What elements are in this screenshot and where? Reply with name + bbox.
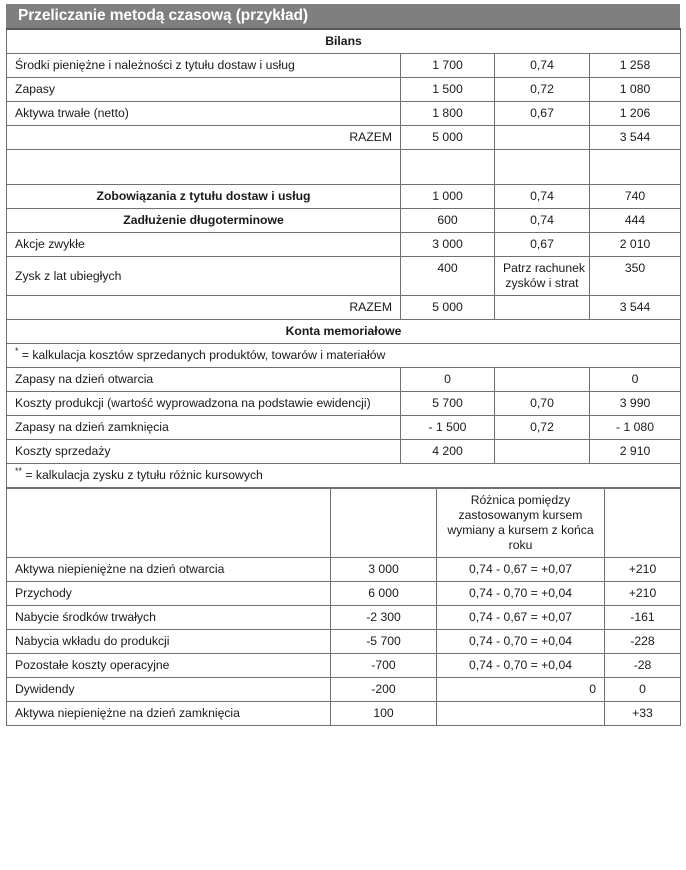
table-row bbox=[7, 630, 681, 654]
row-result: +210 bbox=[605, 558, 681, 582]
row-rate-note bbox=[495, 257, 590, 296]
column-header-difference bbox=[437, 489, 605, 558]
row-label: Zapasy bbox=[7, 78, 401, 102]
table-row bbox=[7, 54, 681, 78]
row-amount: 1 000 bbox=[401, 185, 495, 209]
row-label: Aktywa niepieniężne na dzień otwarcia bbox=[7, 558, 331, 582]
row-amount: 400 bbox=[401, 257, 495, 296]
row-label: Przychody bbox=[7, 582, 331, 606]
double-asterisk-icon: ** bbox=[15, 465, 23, 476]
table-row bbox=[7, 102, 681, 126]
table-row bbox=[7, 257, 681, 296]
table-row-spacer bbox=[7, 150, 681, 185]
row-amount: 1 700 bbox=[401, 54, 495, 78]
header-blank-label bbox=[7, 489, 331, 558]
row-calculation: 0,74 - 0,70 = +0,04 bbox=[437, 630, 605, 654]
note-line-1: Patrz rachunek bbox=[503, 261, 585, 275]
table-row bbox=[7, 233, 681, 257]
header-line-2: zastosowanym kursem bbox=[458, 508, 583, 522]
header-line-1: Różnica pomiędzy bbox=[470, 493, 571, 507]
note-line-2: zysków i strat bbox=[505, 276, 579, 290]
row-amount: 1 800 bbox=[401, 102, 495, 126]
row-label: Dywidendy bbox=[7, 678, 331, 702]
total-rate bbox=[495, 296, 590, 320]
row-amount: -700 bbox=[331, 654, 437, 678]
table-row-note bbox=[7, 344, 681, 368]
header-blank-amount bbox=[331, 489, 437, 558]
table-row bbox=[7, 368, 681, 392]
row-result: 1 206 bbox=[590, 102, 681, 126]
total-amount: 5 000 bbox=[401, 126, 495, 150]
table-row-section-header bbox=[7, 29, 681, 54]
fx-differences-table bbox=[6, 488, 681, 726]
header-line-4: roku bbox=[508, 538, 533, 552]
table-row bbox=[7, 606, 681, 630]
row-amount: -200 bbox=[331, 678, 437, 702]
table-row bbox=[7, 78, 681, 102]
footnote-text: = kalkulacja zysku z tytułu różnic kursowych bbox=[25, 468, 263, 482]
row-label: Zysk z lat ubiegłych bbox=[7, 257, 401, 296]
row-rate: 0,74 bbox=[495, 54, 590, 78]
row-label: Zapasy na dzień zamknięcia bbox=[7, 416, 401, 440]
row-rate: 0,74 bbox=[495, 209, 590, 233]
row-label: Nabycie środków trwałych bbox=[7, 606, 331, 630]
row-amount: 5 700 bbox=[401, 392, 495, 416]
table-row-total bbox=[7, 126, 681, 150]
row-rate bbox=[495, 440, 590, 464]
row-label: Zobowiązania z tytułu dostaw i usług bbox=[7, 185, 401, 209]
row-result: 1 258 bbox=[590, 54, 681, 78]
spacer-cell bbox=[495, 150, 590, 185]
row-amount: -5 700 bbox=[331, 630, 437, 654]
table-row bbox=[7, 209, 681, 233]
table-row-header bbox=[7, 489, 681, 558]
row-rate: 0,70 bbox=[495, 392, 590, 416]
balance-sheet-table bbox=[6, 28, 681, 488]
row-calculation: 0,74 - 0,70 = +0,04 bbox=[437, 582, 605, 606]
section-header-bilans: Bilans bbox=[7, 29, 681, 54]
row-result: 444 bbox=[590, 209, 681, 233]
row-result: 740 bbox=[590, 185, 681, 209]
row-rate: 0,67 bbox=[495, 233, 590, 257]
row-result: 350 bbox=[590, 257, 681, 296]
total-result: 3 544 bbox=[590, 296, 681, 320]
total-result: 3 544 bbox=[590, 126, 681, 150]
spacer-cell bbox=[401, 150, 495, 185]
row-amount: 6 000 bbox=[331, 582, 437, 606]
row-result: 2 910 bbox=[590, 440, 681, 464]
page-title: Przeliczanie metodą czasową (przykład) bbox=[6, 4, 680, 28]
table-row bbox=[7, 702, 681, 726]
row-rate: 0,72 bbox=[495, 416, 590, 440]
footnote-double-asterisk bbox=[7, 464, 681, 488]
row-amount: 0 bbox=[401, 368, 495, 392]
footnote-text: = kalkulacja kosztów sprzedanych produktów, towarów i materiałów bbox=[21, 348, 386, 362]
table-row-total bbox=[7, 296, 681, 320]
total-rate bbox=[495, 126, 590, 150]
table-row bbox=[7, 654, 681, 678]
footnote-single-asterisk bbox=[7, 344, 681, 368]
header-blank-result bbox=[605, 489, 681, 558]
total-label: RAZEM bbox=[7, 126, 401, 150]
row-amount: 3 000 bbox=[331, 558, 437, 582]
row-label: Środki pieniężne i należności z tytułu dostaw i usług bbox=[7, 54, 401, 78]
table-row bbox=[7, 558, 681, 582]
row-calculation: 0,74 - 0,70 = +0,04 bbox=[437, 654, 605, 678]
row-label: Aktywa niepieniężne na dzień zamknięcia bbox=[7, 702, 331, 726]
table-row bbox=[7, 678, 681, 702]
row-label: Koszty sprzedaży bbox=[7, 440, 401, 464]
row-label: Akcje zwykłe bbox=[7, 233, 401, 257]
table-row bbox=[7, 582, 681, 606]
row-label: Aktywa trwałe (netto) bbox=[7, 102, 401, 126]
spacer-cell bbox=[590, 150, 681, 185]
total-label: RAZEM bbox=[7, 296, 401, 320]
row-rate: 0,72 bbox=[495, 78, 590, 102]
row-result: -228 bbox=[605, 630, 681, 654]
table-row bbox=[7, 185, 681, 209]
table-row bbox=[7, 416, 681, 440]
row-result: 0 bbox=[590, 368, 681, 392]
row-amount: -2 300 bbox=[331, 606, 437, 630]
row-amount: 100 bbox=[331, 702, 437, 726]
header-line-3: wymiany a kursem z końca bbox=[447, 523, 594, 537]
table-row-section-header bbox=[7, 320, 681, 344]
row-label: Nabycia wkładu do produkcji bbox=[7, 630, 331, 654]
row-result: -161 bbox=[605, 606, 681, 630]
row-label: Pozostałe koszty operacyjne bbox=[7, 654, 331, 678]
row-rate bbox=[495, 368, 590, 392]
table-row bbox=[7, 392, 681, 416]
row-label: Zadłużenie długoterminowe bbox=[7, 209, 401, 233]
row-result: +210 bbox=[605, 582, 681, 606]
section-header-konta-memorialowe: Konta memoriałowe bbox=[7, 320, 681, 344]
row-amount: 600 bbox=[401, 209, 495, 233]
total-amount: 5 000 bbox=[401, 296, 495, 320]
row-rate: 0,67 bbox=[495, 102, 590, 126]
row-amount: 4 200 bbox=[401, 440, 495, 464]
row-calculation bbox=[437, 702, 605, 726]
row-rate: 0,74 bbox=[495, 185, 590, 209]
row-amount: 3 000 bbox=[401, 233, 495, 257]
spacer-cell bbox=[7, 150, 401, 185]
row-label: Zapasy na dzień otwarcia bbox=[7, 368, 401, 392]
table-row bbox=[7, 440, 681, 464]
row-result: 0 bbox=[605, 678, 681, 702]
row-result: - 1 080 bbox=[590, 416, 681, 440]
row-result: +33 bbox=[605, 702, 681, 726]
row-calculation: 0,74 - 0,67 = +0,07 bbox=[437, 606, 605, 630]
row-result: 2 010 bbox=[590, 233, 681, 257]
row-result: 3 990 bbox=[590, 392, 681, 416]
row-calculation: 0,74 - 0,67 = +0,07 bbox=[437, 558, 605, 582]
row-result: -28 bbox=[605, 654, 681, 678]
table-row-note bbox=[7, 464, 681, 488]
asterisk-icon: * bbox=[15, 345, 19, 356]
row-result: 1 080 bbox=[590, 78, 681, 102]
row-amount: - 1 500 bbox=[401, 416, 495, 440]
row-label: Koszty produkcji (wartość wyprowadzona na podstawie ewidencji) bbox=[7, 392, 401, 416]
row-calculation: 0 bbox=[437, 678, 605, 702]
row-amount: 1 500 bbox=[401, 78, 495, 102]
